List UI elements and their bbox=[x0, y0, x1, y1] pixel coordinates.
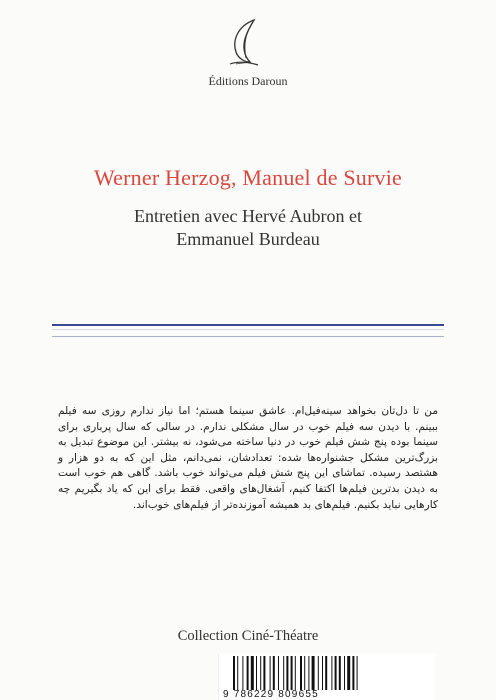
subtitle-line-2: Emmanuel Burdeau bbox=[176, 229, 320, 249]
divider-rule-bottom bbox=[52, 336, 444, 337]
collection-label: Collection Ciné-Théatre bbox=[177, 628, 319, 644]
divider-rule-top bbox=[52, 324, 444, 326]
quill-leaf-icon bbox=[224, 18, 266, 68]
subtitle-line-1: Entretien avec Hervé Aubron et bbox=[134, 206, 362, 226]
divider-rule-middle bbox=[52, 329, 444, 330]
publisher-name: Éditions Daroun bbox=[208, 74, 288, 88]
barcode bbox=[218, 654, 435, 700]
book-subtitle bbox=[110, 205, 386, 251]
barcode-digits: 9 786229 809655 bbox=[223, 689, 319, 700]
barcode-bars bbox=[233, 656, 423, 690]
persian-blurb: من تا دل‌تان بخواهد سینه‌فیل‌ام. عاشق سینما هستم؛ اما نیاز ندارم روزی سه فیلم ببینم. با دیدن سه فیلم خوب در سال مشکلی ندارم. در سالی که سال پرباری برای سینما بوده پنج شش فیلم خوب در دنیا ساخته می‌شود، نه بیشتر. این موضوع تبدیل به بزرگ‌ترین مشکل جشنواره‌ها شده: تعدادشان، نمی‌دانم، مثل این که به دو هزار و هشتصد رسیده. تماشای این پنج شش فیلم می‌تواند خوب باشد. گاهی هم خوب است به دیدن بدترین فیلم‌ها اکتفا کنیم، آشغال‌های واقعی. فقط برای این که یاد بگیریم چه کارهایی نباید بکنیم. فیلم‌های بد همیشه آموزنده‌تر از فیلم‌های خوب‌اند. bbox=[58, 405, 438, 511]
book-title: Werner Herzog, Manuel de Survie bbox=[93, 165, 403, 190]
